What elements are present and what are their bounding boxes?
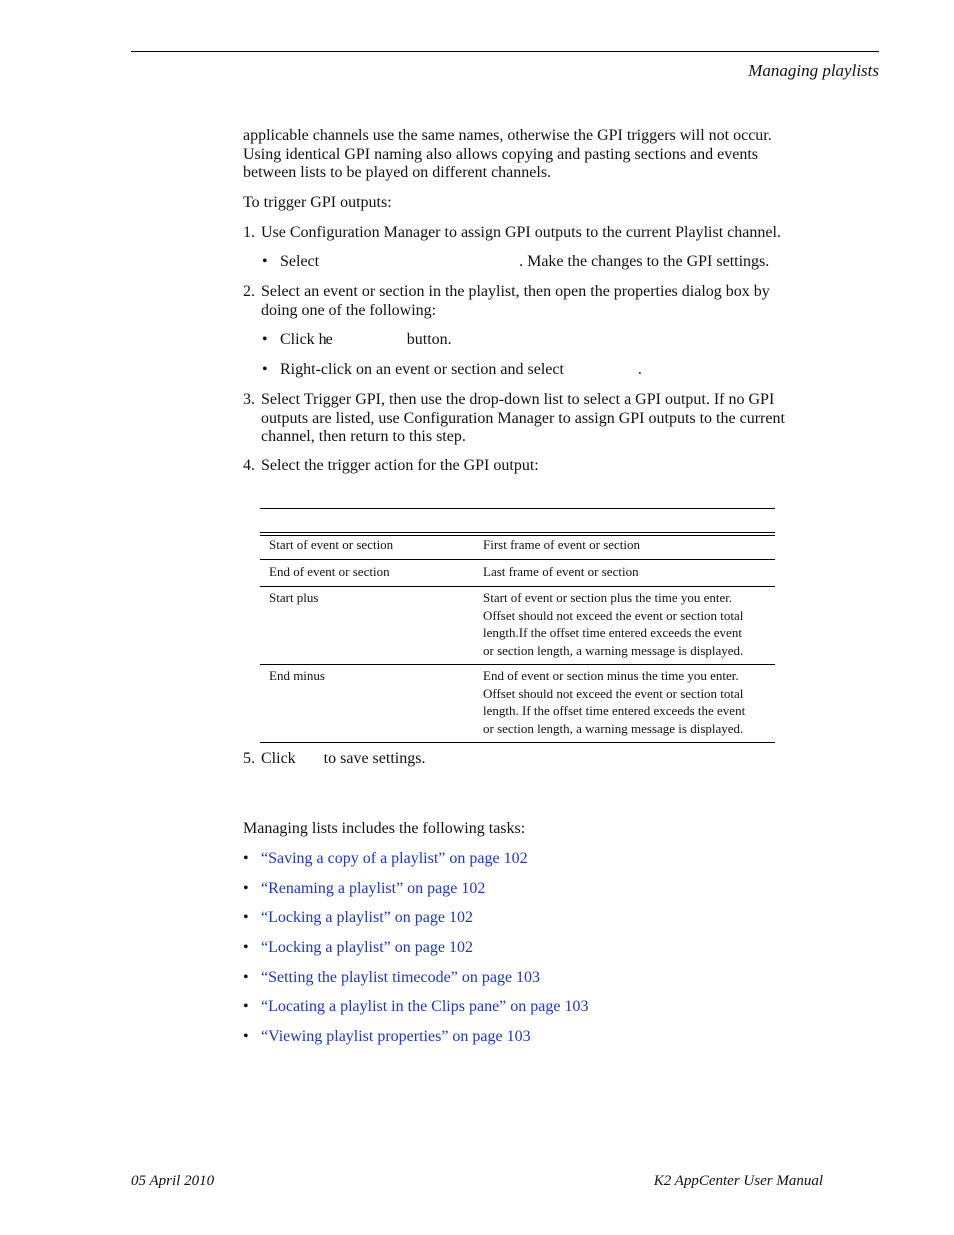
cross-reference-link[interactable]: “Locking a playlist” on page 102 — [261, 909, 473, 926]
step-line: doing one of the following: — [261, 301, 437, 319]
table-cell-desc — [483, 589, 773, 659]
desc-line: Start of event or section plus the time you enter. — [483, 590, 733, 605]
step-number: 1. — [243, 224, 255, 241]
table-row-rule — [260, 586, 775, 587]
bullet-dot: • — [243, 909, 249, 926]
bullet-dot: • — [243, 850, 249, 867]
cross-reference-link[interactable]: “Setting the playlist timecode” on page 103 — [261, 969, 541, 986]
bullet-pre: Click — [280, 331, 315, 348]
bullet-pre: Select — [280, 253, 320, 270]
step-number: 4. — [243, 457, 255, 474]
desc-line: Offset should not exceed the event or section total — [483, 607, 744, 623]
footer-manual-title: K2 AppCenter User Manual — [653, 1173, 823, 1189]
bullet-dot: • — [243, 969, 249, 986]
step-text: Select the trigger action for the GPI output: — [261, 457, 539, 474]
step-line: Select Trigger GPI, then use the drop-down list to select a GPI output. If no GPI — [261, 391, 775, 408]
table-row-rule — [260, 559, 775, 560]
step-1 — [243, 224, 833, 244]
step-2 — [243, 283, 833, 323]
step-line: outputs are listed, use Configuration Manager to assign GPI outputs to the current — [261, 409, 785, 427]
bullet-dot: • — [243, 939, 249, 956]
desc-line: or section length, a warning message is displayed. — [483, 720, 744, 736]
bullet-dot: • — [243, 998, 249, 1015]
cross-reference-link[interactable]: “Renaming a playlist” on page 102 — [261, 880, 486, 897]
header-rule — [131, 51, 879, 52]
desc-line: length. If the offset time entered exceeds the event — [483, 703, 746, 718]
table-cell-action: End of event or section — [269, 564, 390, 579]
table-top-rule — [260, 508, 775, 509]
step-number: 3. — [243, 391, 255, 408]
desc-line: Offset should not exceed the event or section total — [483, 685, 744, 701]
bullet-dot: • — [243, 880, 249, 897]
step-number: 5. — [243, 750, 255, 767]
step-pre: Click — [261, 750, 296, 767]
cross-reference-link[interactable]: “Saving a copy of a playlist” on page 102 — [261, 850, 528, 867]
step-number: 2. — [243, 283, 255, 300]
intro-line-3: between lists to be played on different channels. — [243, 164, 552, 181]
intro-line-1: applicable channels use the same names, otherwise the GPI triggers will not occur. — [243, 127, 772, 144]
step-4 — [243, 457, 833, 477]
step-5 — [243, 750, 833, 770]
table-cell-action: Start of event or section — [269, 537, 394, 552]
bullet-dot: • — [262, 331, 268, 348]
managing-intro: Managing lists includes the following tasks: — [243, 820, 526, 837]
bullet-post: button. — [406, 331, 452, 348]
bullet-dot: • — [262, 253, 268, 270]
desc-line: End of event or section minus the time you enter. — [483, 668, 739, 683]
footer-date: 05 April 2010 — [131, 1173, 215, 1189]
desc-line: length.If the offset time entered exceeds the event — [483, 625, 742, 640]
table-cell-desc — [483, 667, 773, 737]
step-3 — [243, 391, 833, 449]
table-cell-desc: Last frame of event or section — [483, 564, 639, 579]
table-cell-action: Start plus — [269, 590, 319, 605]
bullet-post: . — [637, 361, 642, 378]
cross-reference-link[interactable]: “Locating a playlist in the Clips pane” on page 103 — [261, 998, 589, 1015]
bullet-dot: • — [243, 1028, 249, 1045]
bullet-pre: Right-click on an event or section and select — [280, 361, 564, 378]
table-row-rule — [260, 664, 775, 665]
desc-line: or section length, a warning message is displayed. — [483, 642, 744, 658]
step-text: Use Configuration Manager to assign GPI outputs to the current Playlist channel. — [261, 224, 781, 241]
cross-reference-link[interactable]: “Viewing playlist properties” on page 103 — [261, 1028, 531, 1045]
cross-reference-link[interactable]: “Locking a playlist” on page 102 — [261, 939, 473, 956]
bullet-dot: • — [262, 361, 268, 378]
table-bottom-rule — [260, 742, 775, 743]
bullet-mid: he — [318, 331, 332, 348]
to-trigger-heading: To trigger GPI outputs: — [243, 194, 392, 211]
step-line: Select an event or section in the playlist, then open the properties dialog box by — [261, 283, 770, 300]
intro-line-2: Using identical GPI naming also allows copying and pasting sections and events — [243, 146, 759, 163]
running-head: Managing playlists — [748, 61, 879, 80]
step-post: to save settings. — [323, 750, 426, 767]
step-line: channel, then return to this step. — [261, 428, 466, 445]
table-cell-desc: First frame of event or section — [483, 537, 641, 552]
table-cell-action: End minus — [269, 668, 325, 683]
table-header-rule — [260, 532, 775, 533]
bullet-post: . Make the changes to the GPI settings. — [519, 253, 770, 270]
